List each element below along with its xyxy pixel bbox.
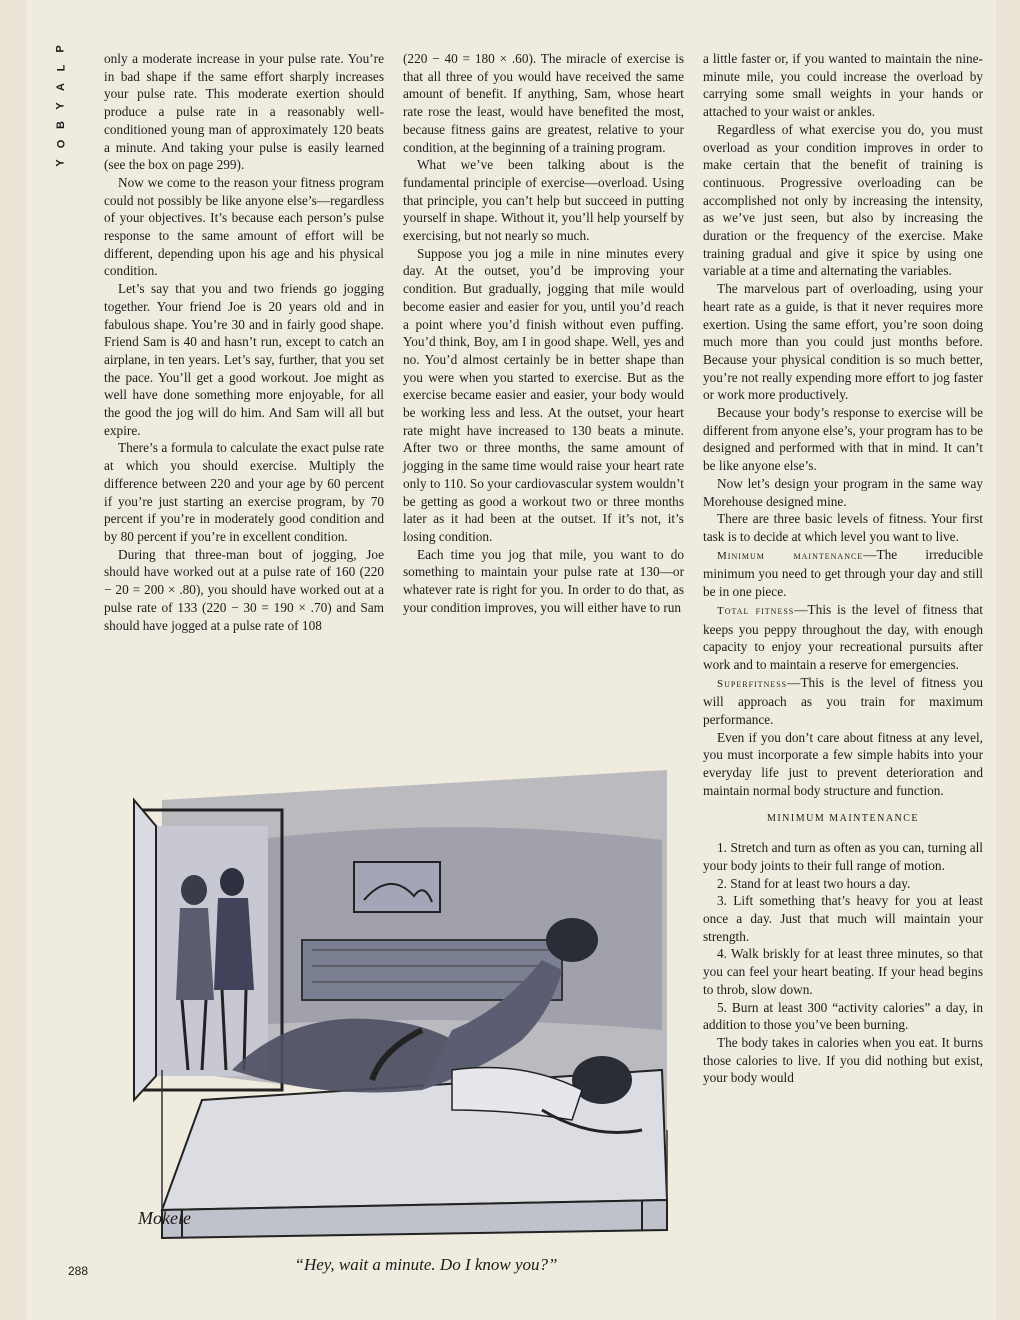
paragraph: Let’s say that you and two friends go jogging together. Your friend Joe is 20 years old and in fabulous shape. You’re 30 and in fairly good shape. Friend Sam is 40 and hasn’t run, except to catch an airplane, in ten years. Let’s say, further, that you set the pace. You’ll get a good workout. Joe might as well have done something more enjoyable, for all the good the jog will do him. And Sam will all but expire. xyxy=(104,281,384,438)
paragraph: There are three basic levels of fitness. Your first task is to decide at which level you want to live. xyxy=(703,511,983,544)
fitness-level-definition xyxy=(703,674,983,729)
list-item: 3. Lift something that’s heavy for you at least once a day. Just that much will maintain your strength. xyxy=(703,893,983,944)
paragraph: There’s a formula to calculate the exact pulse rate at which you should exercise. Multiply the difference between 220 and your age by 60 percent if you’re just starting an exercise program, by 70 percent if you’re in moderately good condition and by 80 percent if you’re in excellent condition. xyxy=(104,440,384,544)
paragraph: Now we come to the reason your fitness program could not possibly be like anyone else’s—regardless of your objectives. It’s because each person’s pulse response to the same amount of effort will be different, depending upon his age and his physical condition. xyxy=(104,174,384,279)
section-subhead: MINIMUM MAINTENANCE xyxy=(766,812,920,824)
list-item: 1. Stretch and turn as often as you can, turning all your body joints to their full range of motion. xyxy=(703,840,983,873)
header-letter: Y xyxy=(55,102,67,110)
fitness-level-text: —The irreducible minimum you need to get through your day and still be in one piece. xyxy=(703,546,983,600)
paragraph: Suppose you jog a mile in nine minutes every day. At the outset, you’d be improving your condition. But gradually, jogging that mile would become easier and easier for you, until you’d reach a point where you’d finish without even puffing. You’d think, Boy, am I in good shape. Well, yes and no. You’d almost certainly be in better shape than you were when you started to exercise. But as the exercise became easier and easier, your body would be working less and less. At the outset, your heart rate might have increased to 130 beats a minute. After two or three months, the same amount of jogging in the same time would raise your heart rate only to 110. So your cardiovascular system wouldn’t be getting as good a workout two or three months later as it had been at the outset. If it’s not, it’s losing condition. xyxy=(403,245,684,544)
list-item: 2. Stand for at least two hours a day. xyxy=(717,875,911,891)
fitness-level-term: Superfitness xyxy=(717,677,788,690)
fitness-level-term: Minimum maintenance xyxy=(717,549,864,562)
artist-signature: Mokele xyxy=(138,1208,191,1228)
paragraph: (220 − 40 = 180 × .60). The miracle of exercise is that all three of you would have received the same amount of benefit. If anything, Sam, whose heart rate rose the least, would have benefited the most, because fitness gains are greatest, relative to your condition, at the beginning of a training program. xyxy=(403,51,684,155)
header-letter: P xyxy=(55,45,67,53)
column-2 xyxy=(403,50,684,617)
paragraph: What we’ve been talking about is the fundamental principle of exercise—overload. Using that principle, you can’t help but succeed in putting yourself in shape. Without it, you’ll help yourself by exercising, but not nearly so much. xyxy=(403,157,684,244)
paragraph: only a moderate increase in your pulse rate. You’re in bad shape if the same effort sharply increases your pulse rate. This moderate exertion should produce a pulse rate in a reasonably well-conditioned young man of approximately 120 beats a minute. And taking your pulse is easily learned (see the box on page 299). xyxy=(104,51,384,173)
paragraph: The body takes in calories when you eat. It burns those calories to live. If you did nothing but exist, your body would xyxy=(703,1034,983,1086)
fitness-level-term: Total fitness xyxy=(717,604,795,617)
list-item: 4. Walk briskly for at least three minutes, so that you can feel your heart beating. If your head begins to throb, slow down. xyxy=(703,946,983,997)
cartoon-caption: “Hey, wait a minute. Do I know you?” xyxy=(294,1255,558,1274)
paragraph: Now let’s design your program in the same way Morehouse designed mine. xyxy=(703,475,983,509)
header-letter: Y xyxy=(55,159,67,167)
column-1 xyxy=(104,50,384,634)
paragraph: Each time you jog that mile, you want to do something to maintain your pulse rate at 130—or whatever rate is right for you. In order to do that, as your condition improves, you will either have to run xyxy=(403,546,684,615)
fitness-level-definition xyxy=(703,601,983,674)
page-number: 288 xyxy=(68,1264,89,1278)
header-letter: B xyxy=(54,121,67,129)
fitness-level-text: —This is the level of fitness that keeps you peppy throughout the day, with enough capacity to enjoy your recreational pursuits after work and to maintain a reserve for emergencies. xyxy=(703,601,983,672)
list-item: 5. Burn at least 300 “activity calories” a day, in addition to those you’ve been burning. xyxy=(703,999,983,1033)
paragraph: a little faster or, if you wanted to maintain the nine-minute mile, you could increase the overload by carrying some small weights in your hands or attached to your waist or ankles. xyxy=(703,51,983,120)
playboy-running-head xyxy=(51,40,71,173)
magazine-page xyxy=(26,0,996,1320)
column-3 xyxy=(703,50,983,1087)
cartoon-illustration xyxy=(122,770,680,1240)
fitness-level-text: —This is the level of fitness you will approach as you train for maximum performance. xyxy=(703,674,983,728)
paragraph: Because your body’s response to exercise will be different from anyone else’s, your program has to be designed and performed with that in mind. It can’t be like anyone else’s. xyxy=(703,405,983,474)
paragraph: Even if you don’t care about fitness at any level, you must incorporate a few simple habits into your everyday life just to prevent deterioration and maintain normal body structure and function. xyxy=(703,729,983,798)
header-letter: O xyxy=(55,139,67,149)
paragraph: The marvelous part of overloading, using your heart rate as a guide, is that it never requires more exertion. Using the same effort, you’re soon doing much more than you could just months before. Because your physical condition is so much better, you’re not really expending more effort to jog faster or work more productively. xyxy=(703,281,983,403)
header-letter: A xyxy=(54,83,67,91)
paragraph: Regardless of what exercise you do, you must overload as your condition improves in order to make certain that the benefit of training is continuous. Progressive overloading can be accomplished not only by increasing the intensity, as we’ve just seen, but also by increasing the duration or the frequency of the exercise. Make training gradual and give it spice by using one variable at a time and alternating the variables. xyxy=(703,121,983,279)
fitness-level-definition xyxy=(703,546,983,601)
header-letter: L xyxy=(54,64,67,72)
paragraph: During that three-man bout of jogging, Joe should have worked out at a pulse rate of 160 (220 − 20 = 200 × .80), you should have worked out at a pulse rate of 133 (220 − 30 = 190 × .70) and Sam should have jogged at a pulse rate of 108 xyxy=(104,546,384,633)
